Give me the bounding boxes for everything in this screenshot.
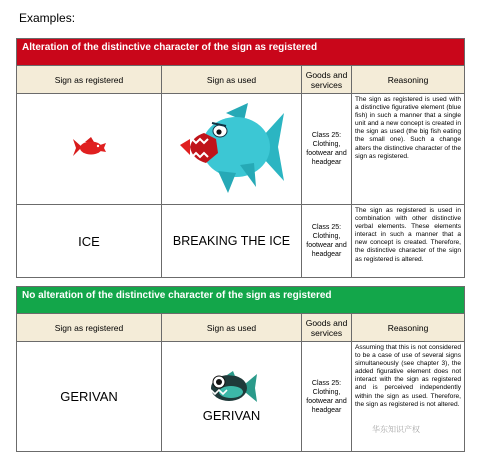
goods-services-cell: Class 25: Clothing, footwear and headgear xyxy=(302,342,352,452)
header-sign-used: Sign as used xyxy=(162,314,302,342)
goods-services-cell: Class 25: Clothing, footwear and headgear xyxy=(302,205,352,278)
header-reasoning: Reasoning xyxy=(352,314,465,342)
header-reasoning: Reasoning xyxy=(352,66,465,94)
sign-registered-cell xyxy=(17,94,162,205)
no-alteration-section-title: No alteration of the distinctive character of the sign as registered xyxy=(17,287,465,314)
table-row xyxy=(17,94,465,205)
header-sign-registered: Sign as registered xyxy=(17,66,162,94)
goods-services-cell: Class 25: Clothing, footwear and headgear xyxy=(302,94,352,205)
sign-used-text: GERIVAN xyxy=(202,408,261,423)
sign-registered-cell: GERIVAN xyxy=(17,342,162,452)
table-header-row xyxy=(17,66,465,94)
sign-used-cell xyxy=(162,94,302,205)
small-red-fish-icon xyxy=(69,135,109,161)
header-goods-services: Goods and services xyxy=(302,314,352,342)
table-header-row xyxy=(17,314,465,342)
header-goods-services: Goods and services xyxy=(302,66,352,94)
header-sign-registered: Sign as registered xyxy=(17,314,162,342)
reasoning-cell: The sign as registered is used with a distinctive figurative element (blue fish) in such a manner that a single unit and a new concept is created in the sign as used (the big fish eating the small one). Such a change alters the distinctive character of the sign as registered. xyxy=(352,94,465,205)
table-row xyxy=(17,342,465,452)
header-sign-used: Sign as used xyxy=(162,66,302,94)
alteration-table xyxy=(16,38,465,278)
blue-fish-eating-red-fish-icon xyxy=(178,99,286,197)
sign-used-cell xyxy=(162,342,302,452)
sign-used-cell: BREAKING THE ICE xyxy=(162,205,302,278)
cartoon-fish-icon xyxy=(205,370,259,406)
reasoning-cell: Assuming that this is not considered to be a case of use of several signs simultaneously (see chapter 3), the added figurative element does not interact with the sign as registered and is perceived independently within the sign as used. Therefore, the sign as registered is not altered. xyxy=(352,342,465,452)
examples-heading: Examples: xyxy=(19,11,76,25)
table-row xyxy=(17,205,465,278)
sign-registered-cell: ICE xyxy=(17,205,162,278)
watermark: 华东知识产权 xyxy=(372,425,420,434)
reasoning-cell: The sign as registered is used in combination with other distinctive verbal elements. These elements interact in such a manner that a new concept is created. Therefore, the distinctive character of the sign as registered is altered. xyxy=(352,205,465,278)
alteration-section-title: Alteration of the distinctive character of the sign as registered xyxy=(17,39,465,66)
